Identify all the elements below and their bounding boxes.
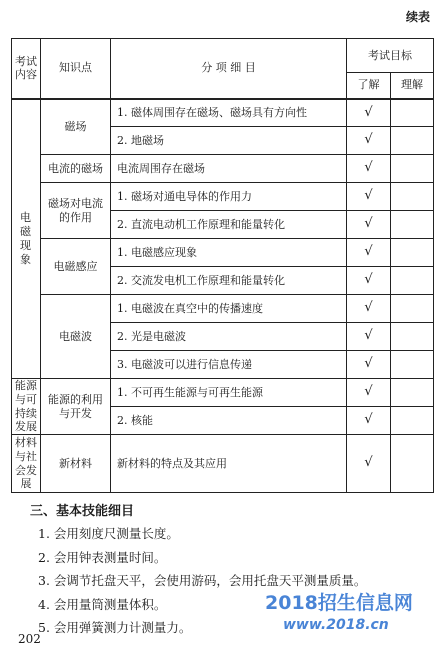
list-item: 1. 会用刻度尺测量长度。	[38, 526, 179, 541]
check-mark: √	[347, 351, 391, 379]
check-mark: √	[347, 211, 391, 239]
empty-cell	[391, 155, 434, 183]
knowledge-cell: 新材料	[41, 435, 111, 493]
header-row-1	[12, 39, 434, 73]
check-mark: √	[347, 295, 391, 323]
empty-cell	[391, 267, 434, 295]
empty-cell	[391, 407, 434, 435]
section-title: 三、基本技能细目	[30, 504, 135, 519]
content-cell: 能源与可持续发展	[12, 379, 41, 435]
table-row	[12, 379, 434, 407]
check-mark: √	[347, 127, 391, 155]
page-number: 202	[18, 632, 41, 646]
knowledge-cell: 磁场对电流的作用	[41, 183, 111, 239]
table-row	[12, 183, 434, 211]
empty-cell	[391, 99, 434, 127]
empty-cell	[391, 211, 434, 239]
table-row	[12, 155, 434, 183]
knowledge-cell: 电磁波	[41, 295, 111, 379]
header-content: 考试内容	[12, 39, 41, 99]
check-mark: √	[347, 379, 391, 407]
empty-cell	[391, 127, 434, 155]
knowledge-cell: 磁场	[41, 99, 111, 155]
check-mark: √	[347, 267, 391, 295]
header-details: 分 项 细 目	[111, 39, 347, 99]
content-cell: 电磁现象	[12, 99, 41, 379]
detail-cell: 2. 直流电动机工作原理和能量转化	[111, 211, 347, 239]
header-target: 考试目标	[347, 39, 434, 73]
detail-cell: 新材料的特点及其应用	[111, 435, 347, 493]
knowledge-cell: 电磁感应	[41, 239, 111, 295]
check-mark: √	[347, 183, 391, 211]
detail-cell: 2. 光是电磁波	[111, 323, 347, 351]
check-mark: √	[347, 239, 391, 267]
detail-cell: 1. 电磁波在真空中的传播速度	[111, 295, 347, 323]
check-mark: √	[347, 323, 391, 351]
empty-cell	[391, 239, 434, 267]
check-mark: √	[347, 99, 391, 127]
detail-cell: 2. 地磁场	[111, 127, 347, 155]
content-cell: 材料与社会发展	[12, 435, 41, 493]
check-mark: √	[347, 155, 391, 183]
table-row	[12, 295, 434, 323]
detail-cell: 1. 不可再生能源与可再生能源	[111, 379, 347, 407]
list-item: 4. 会用量筒测量体积。	[38, 596, 167, 612]
table-row	[12, 239, 434, 267]
detail-cell: 1. 磁场对通电导体的作用力	[111, 183, 347, 211]
knowledge-cell: 能源的利用与开发	[41, 379, 111, 435]
empty-cell	[391, 295, 434, 323]
empty-cell	[391, 379, 434, 407]
check-mark: √	[347, 407, 391, 435]
detail-cell: 2. 核能	[111, 407, 347, 435]
check-mark: √	[347, 435, 391, 493]
list-item: 5. 会用弹簧测力计测量力。	[38, 620, 192, 635]
header-knowledge: 知识点	[41, 39, 111, 99]
detail-cell: 2. 交流发电机工作原理和能量转化	[111, 267, 347, 295]
empty-cell	[391, 435, 434, 493]
empty-cell	[391, 351, 434, 379]
table-row	[12, 99, 434, 127]
watermark	[265, 588, 435, 633]
detail-cell: 1. 电磁感应现象	[111, 239, 347, 267]
detail-cell: 3. 电磁波可以进行信息传递	[111, 351, 347, 379]
list-item: 2. 会用钟表测量时间。	[38, 549, 167, 565]
watermark-title: 2018招生信息网	[265, 592, 413, 614]
table-row	[12, 435, 434, 493]
watermark-url: www.2018.cn	[283, 617, 389, 633]
header-comprehend: 理解	[391, 73, 434, 99]
continued-label: 续表	[405, 10, 430, 24]
list-item: 3. 会调节托盘天平，会使用游码，会用托盘天平测量质量。	[38, 573, 367, 588]
empty-cell	[391, 323, 434, 351]
exam-content-table	[11, 38, 434, 493]
detail-cell: 1. 磁体周围存在磁场、磁场具有方向性	[111, 99, 347, 127]
empty-cell	[391, 183, 434, 211]
knowledge-cell: 电流的磁场	[41, 155, 111, 183]
header-understand: 了解	[347, 73, 391, 99]
detail-cell: 电流周围存在磁场	[111, 155, 347, 183]
